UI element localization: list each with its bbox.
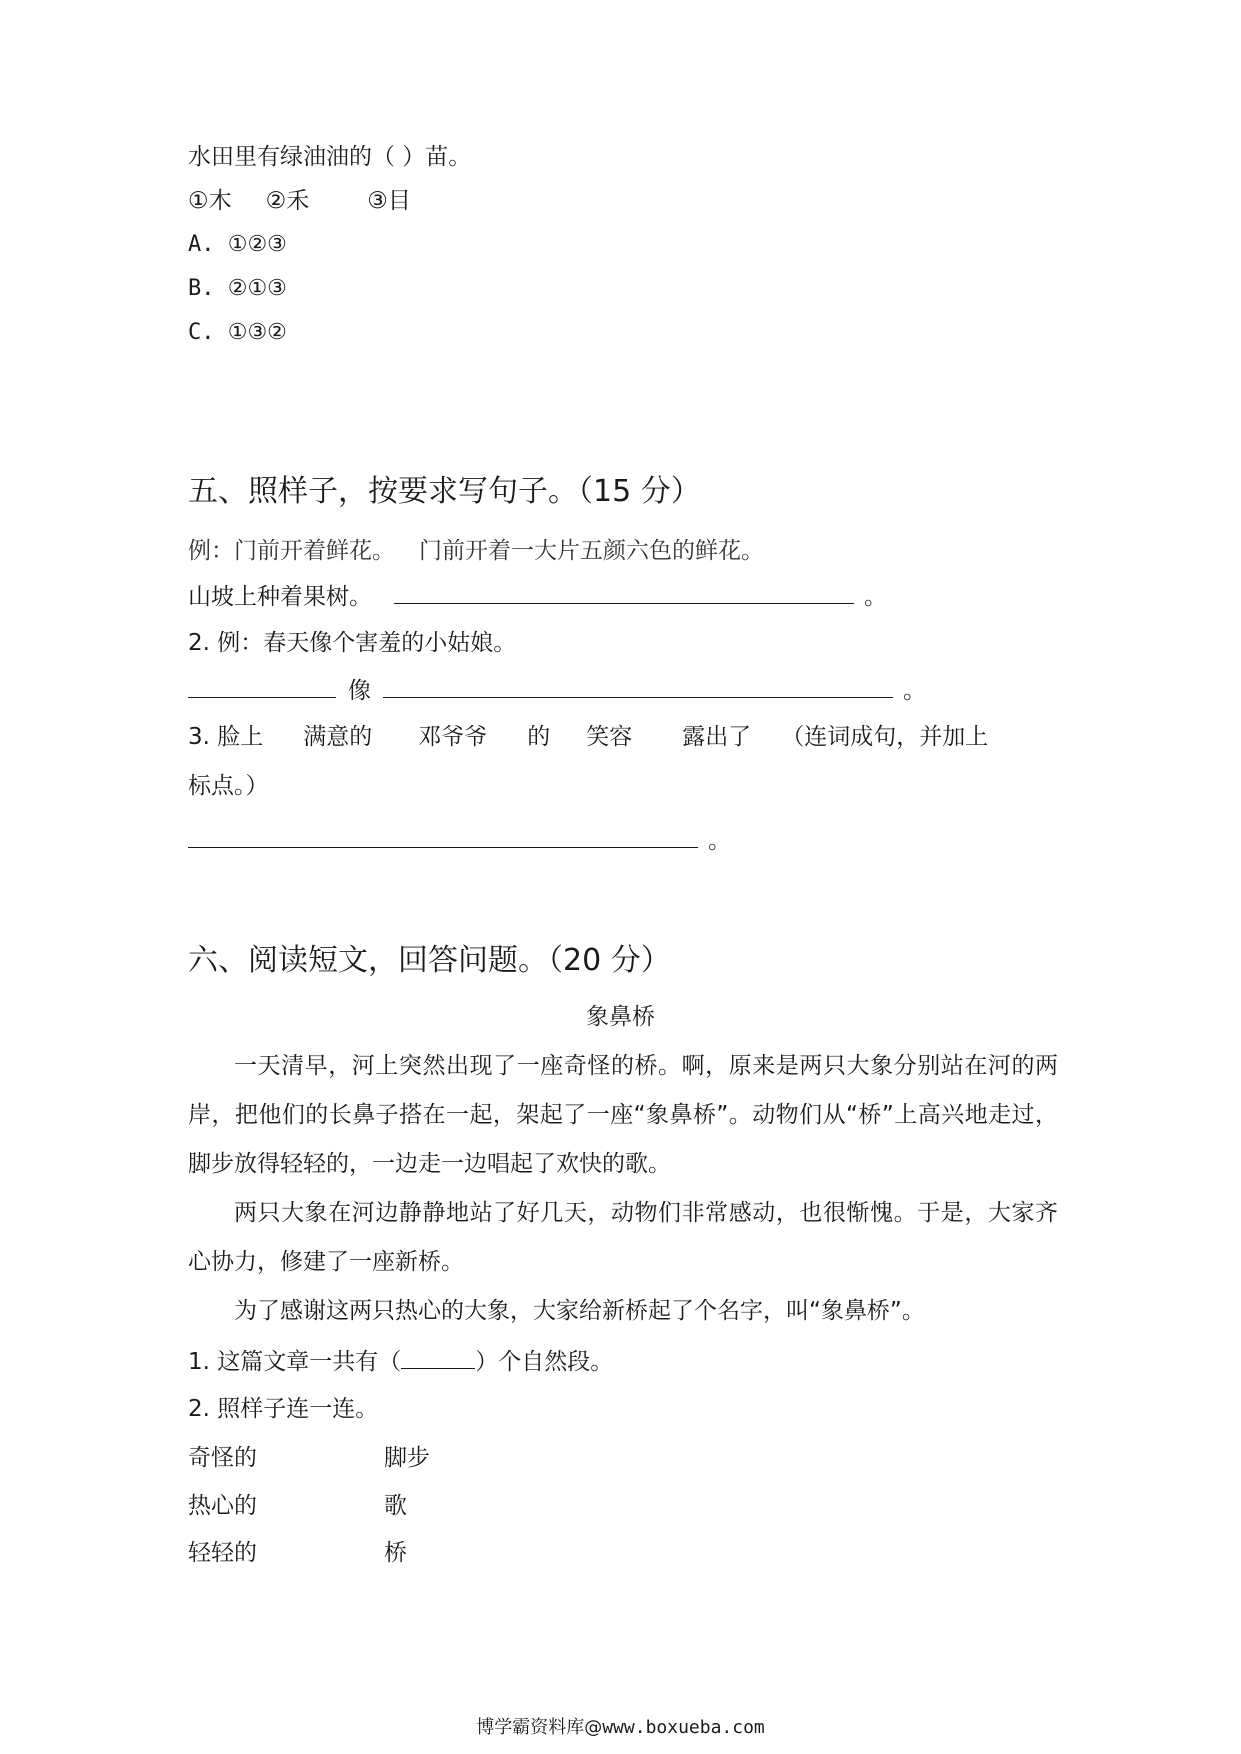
q4-choice-c: C. ①③② <box>188 320 287 345</box>
section6-q1 <box>188 1346 613 1377</box>
q3-word-6: 露出了 <box>682 724 752 750</box>
q4-option-3: ③目 <box>367 188 411 214</box>
section6-heading: 六、阅读短文，回答问题。（20 分） <box>188 943 671 978</box>
q2-period: 。 <box>903 678 926 704</box>
section5-q2-prompt: 2. 例：春天像个害羞的小姑娘。 <box>188 630 517 656</box>
q1-period: 。 <box>864 584 887 610</box>
footer-brand: 博学霸资料库@ <box>476 1717 603 1738</box>
story-title: 象鼻桥 <box>586 1004 655 1030</box>
q3-answer-blank[interactable] <box>188 825 698 848</box>
section5-q1 <box>188 581 887 612</box>
q4-choice-a: A. ①②③ <box>188 232 287 257</box>
q3-word-1: 3. 脸上 <box>188 724 264 750</box>
section5-q3-words <box>188 722 988 752</box>
example1-original: 例：门前开着鲜花。 <box>188 538 395 564</box>
q3-period: 。 <box>708 828 731 854</box>
match-left-1[interactable]: 奇怪的 <box>188 1445 257 1471</box>
q2-answer-blank-1[interactable] <box>188 675 336 698</box>
q2-answer-blank-2[interactable] <box>383 675 893 698</box>
section5-q2-answer <box>188 675 926 706</box>
q4-options <box>188 186 411 216</box>
example1-expanded: 门前开着一大片五颜六色的鲜花。 <box>419 538 764 564</box>
q3-instruction: （连词成句，并加上 <box>781 724 989 750</box>
section5-q3-instruction-cont: 标点。） <box>188 773 269 799</box>
footer-url[interactable]: www.boxueba.com <box>602 1717 765 1738</box>
q4-option-1: ①木 <box>188 188 232 214</box>
match-row-3 <box>188 1538 407 1568</box>
s6-q1-text-a: 1. 这篇文章一共有（ <box>188 1349 402 1375</box>
match-right-3[interactable]: 桥 <box>384 1540 407 1566</box>
q4-choice-b: B. ②①③ <box>188 276 287 301</box>
story-paragraph-3: 为了感谢这两只热心的大象，大家给新桥起了个名字，叫“象鼻桥”。 <box>234 1298 925 1324</box>
match-right-2[interactable]: 歌 <box>384 1493 407 1519</box>
match-left-2[interactable]: 热心的 <box>188 1493 257 1519</box>
q4-option-2: ②禾 <box>265 188 310 214</box>
match-left-3[interactable]: 轻轻的 <box>188 1540 257 1566</box>
footer-watermark <box>0 1716 1241 1740</box>
s6-q1-text-b: ）个自然段。 <box>475 1349 614 1375</box>
match-row-1 <box>188 1443 430 1473</box>
q1-answer-blank[interactable] <box>394 581 854 604</box>
q3-word-4: 的 <box>527 724 551 750</box>
q1-prompt: 山坡上种着果树。 <box>188 584 372 610</box>
section6-q2: 2. 照样子连一连。 <box>188 1396 379 1422</box>
s6-q1-answer-blank[interactable] <box>401 1346 475 1369</box>
q4-sentence: 水田里有绿油油的（ ）苗。 <box>188 144 472 170</box>
q2-like-word: 像 <box>348 678 371 704</box>
section5-example1 <box>188 536 764 566</box>
q3-word-5: 笑容 <box>586 724 633 750</box>
section5-heading: 五、照样子，按要求写句子。（15 分） <box>188 474 701 509</box>
q3-word-2: 满意的 <box>303 724 373 750</box>
section5-q3-answer <box>188 825 731 856</box>
q3-word-3: 邓爷爷 <box>418 724 488 750</box>
story-paragraph-2: 两只大象在河边静静地站了好几天，动物们非常感动，也很惭愧。于是，大家齐心协力，修建了一座新桥。 <box>188 1200 1058 1275</box>
match-row-2 <box>188 1491 407 1521</box>
story-paragraph-1: 一天清早，河上突然出现了一座奇怪的桥。啊，原来是两只大象分别站在河的两岸，把他们的长鼻子搭在一起，架起了一座“象鼻桥”。动物们从“桥”上高兴地走过，脚步放得轻轻的，一边走一边唱起了欢快的歌。 <box>188 1053 1058 1177</box>
match-right-1[interactable]: 脚步 <box>384 1445 430 1471</box>
